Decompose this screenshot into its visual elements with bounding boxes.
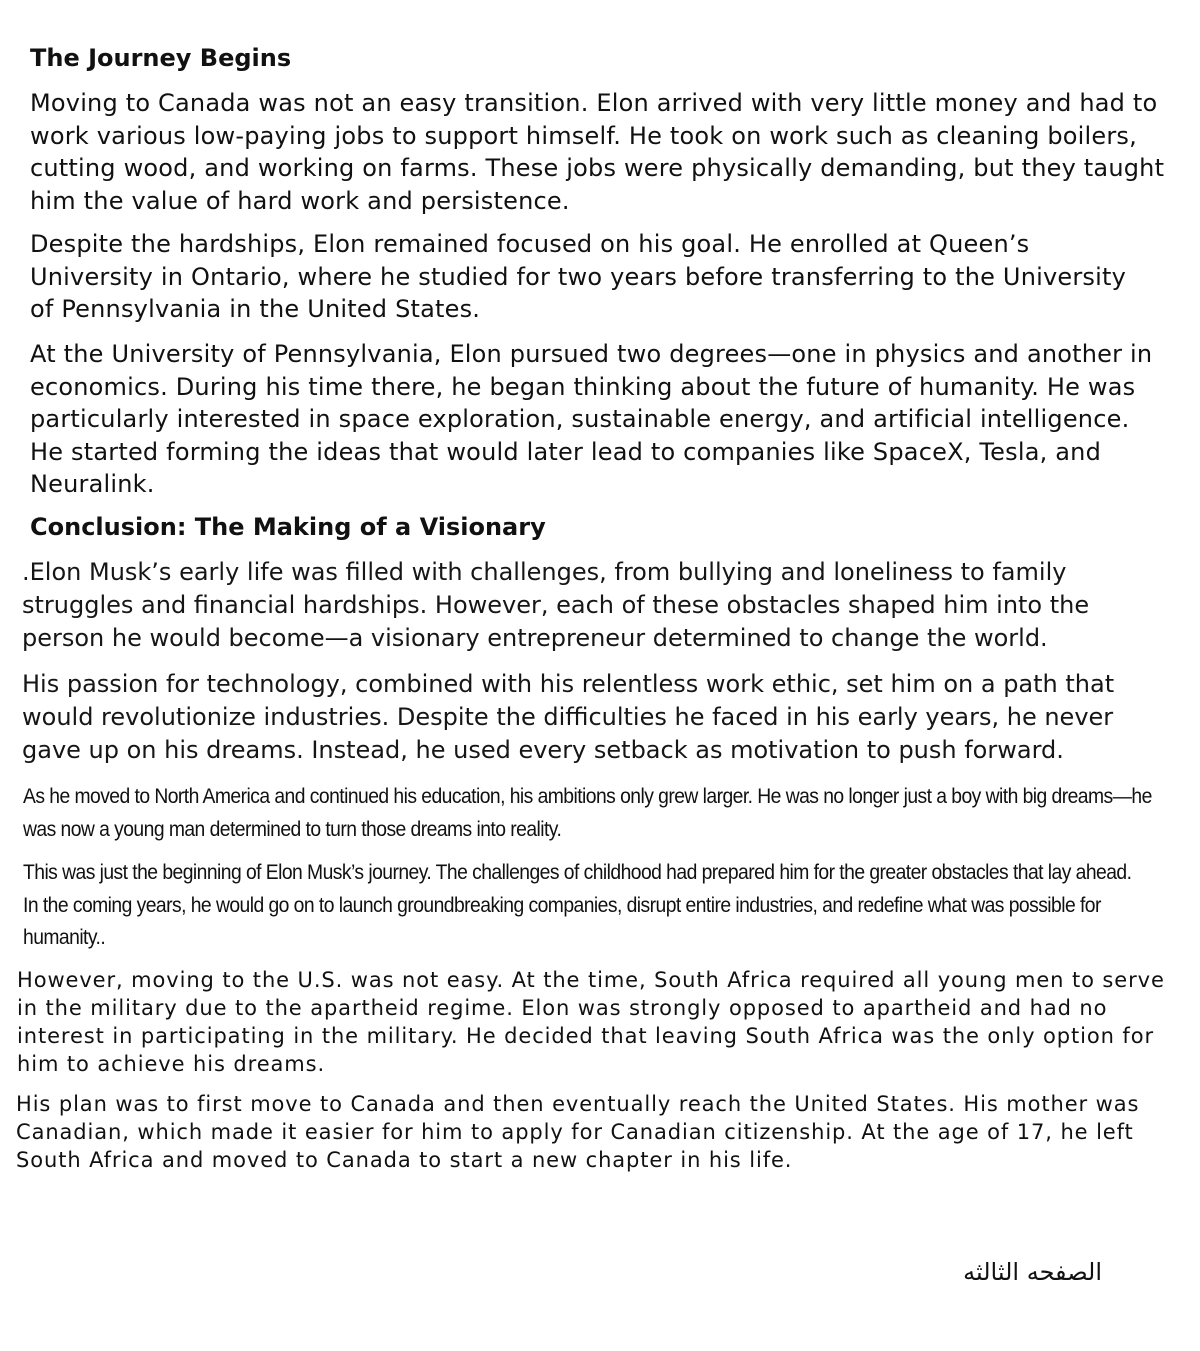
paragraph-early-life-challenges: .Elon Musk’s early life was filled with challenges, from bullying and loneliness to family struggles and financial hardships. However, each of these obstacles shaped him into the person he would become—a visionary entrepreneur determined to change the world.	[22, 558, 1090, 652]
section-heading-journey: The Journey Begins	[30, 44, 292, 72]
paragraph-queens-university: Despite the hardships, Elon remained focused on his goal. He enrolled at Queen’s University in Ontario, where he studied for two years before transferring to the University of Pennsylvania in the United States.	[30, 230, 1126, 323]
paragraph-upenn-degrees: At the University of Pennsylvania, Elon pursued two degrees—one in physics and another in economics. During his time there, he began thinking about the future of humanity. He was particularly interested in space exploration, sustainable energy, and artificial intelligence. He started forming the ideas that would later lead to companies like SpaceX, Tesla, and Neuralink.	[30, 340, 1153, 498]
paragraph-north-america-ambitions: As he moved to North America and continued his education, his ambitions only grew larger. He was no longer just a boy with big dreams—he was now a young man determined to turn those dreams into reality.	[23, 785, 1152, 841]
page-number-label: الصفحه الثالثه	[963, 1258, 1102, 1286]
paragraph-passion-technology: His passion for technology, combined with his relentless work ethic, set him on a path that would revolutionize industries. Despite the difficulties he faced in his early years, he never gave up on his dreams. Instead, he used every setback as motivation to push forward.	[22, 670, 1115, 764]
paragraph-journey-beginning: This was just the beginning of Elon Musk’s journey. The challenges of childhood had prepared him for the greater obstacles that lay ahead. In the coming years, he would go on to launch groundbreaking companies, disrupt entire industries, and redefine what was possible for humanity..	[23, 861, 1132, 949]
paragraph-canada-transition: Moving to Canada was not an easy transition. Elon arrived with very little money and had to work various low-paying jobs to support himself. He took on work such as cleaning boilers, cutting wood, and working on farms. These jobs were physically demanding, but they taught him the value of hard work and persistence.	[30, 89, 1165, 215]
paragraph-military-apartheid: However, moving to the U.S. was not easy. At the time, South Africa required all young men to serve in the military due to the apartheid regime. Elon was strongly opposed to apartheid and had no interest in participating in the military. He decided that leaving South Africa was the only option for him to achieve his dreams.	[17, 968, 1165, 1076]
paragraph-plan-canada: His plan was to first move to Canada and then eventually reach the United States. His mother was Canadian, which made it easier for him to apply for Canadian citizenship. At the age of 17, he left South Africa and moved to Canada to start a new chapter in his life.	[16, 1092, 1140, 1172]
section-heading-conclusion: Conclusion: The Making of a Visionary	[30, 513, 546, 541]
